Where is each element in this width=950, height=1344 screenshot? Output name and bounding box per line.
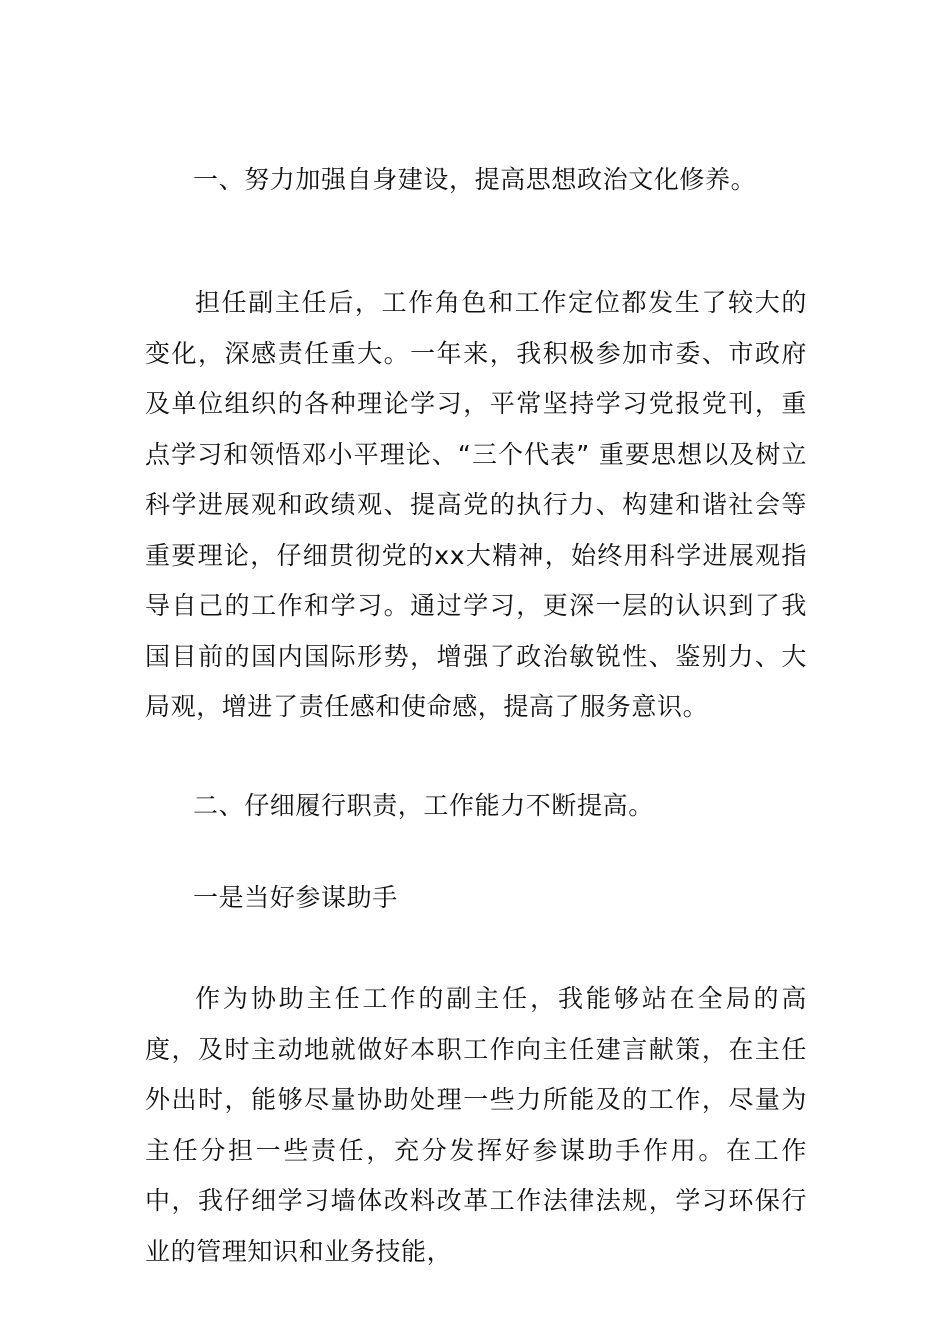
subsection-1-paragraph: 作为协助主任工作的副主任，我能够站在全局的高度，及时主动地就做好本职工作向主任建言献策，在主任外出时，能够尽量协助处理一些力所能及的工作，尽量为主任分担一些责任，充分发挥好参谋助手作用。在工作中，我仔细学习墙体改料改革工作法律法规，学习环保行业的管理知识和业务技能， [145,984,807,1266]
subsection-heading-1: 一是当好参谋助手 [193,883,398,912]
section-heading-1: 一、努力加强自身建设，提高思想政治文化修养。 [193,165,757,194]
section-1-paragraph: 担任副主任后，工作角色和工作定位都发生了较大的变化，深感责任重大。一年来，我积极参加市委、市政府及单位组织的各种理论学习，平常坚持学习党报党刊，重点学习和领悟邓小平理论、“三个代表” 重要思想以及树立科学进展观和政绩观、提高党的执行力、构建和谐社会等重要理论，仔细贯彻党的xx大精神，始终用科学进展观指导自己的工作和学习。通过学习，更深一层的认识到了我国目前的国内国际形势，增强了政治敏锐性、鉴别力、大局观，增进了责任感和使命感，提高了服务意识。 [145,288,807,721]
section-heading-2: 二、仔细履行职责，工作能力不断提高。 [193,791,654,820]
